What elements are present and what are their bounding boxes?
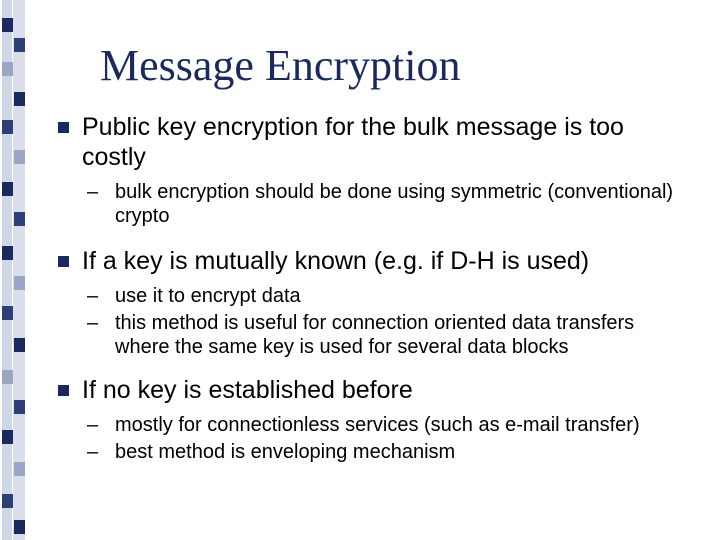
sub-bullet-text: use it to encrypt data [115, 285, 301, 307]
bullet-item [54, 375, 694, 405]
side-strip-block [14, 212, 25, 226]
side-strip-block [2, 182, 13, 196]
sub-bullet-list [54, 180, 694, 228]
side-strip-block [14, 462, 25, 476]
square-bullet-icon [58, 256, 69, 267]
bullet-item [54, 246, 694, 276]
dash-marker: – [87, 285, 99, 307]
side-strip-block [14, 92, 25, 106]
side-strip-block [14, 400, 25, 414]
side-strip-block [14, 338, 25, 352]
side-strip-bar-light [2, 0, 12, 540]
bullet-group-3 [54, 375, 694, 464]
bullet-text: Public key encryption for the bulk message is too costly [82, 113, 624, 171]
side-strip-bar-dark [13, 0, 25, 540]
sub-bullet-text: best method is enveloping mechanism [115, 441, 456, 463]
sub-bullet-item [54, 284, 694, 308]
decorative-side-strip [0, 0, 28, 540]
side-strip-block [2, 306, 13, 320]
bullet-group-1 [54, 112, 694, 228]
bullet-group-2 [54, 246, 694, 359]
sub-bullet-item [54, 413, 694, 437]
slide-title: Message Encryption [100, 41, 461, 90]
dash-marker: – [87, 181, 99, 203]
sub-bullet-text: bulk encryption should be done using symmetric (conventional) crypto [115, 181, 674, 227]
side-strip-block [2, 246, 13, 260]
dash-marker: – [87, 312, 99, 334]
sub-bullet-text: mostly for connectionless services (such as e-mail transfer) [115, 414, 640, 436]
sub-bullet-item [54, 180, 694, 228]
side-strip-block [14, 38, 25, 52]
dash-marker: – [87, 441, 99, 463]
square-bullet-icon [58, 385, 69, 396]
bullet-text: If no key is established before [82, 376, 413, 404]
side-strip-block [14, 276, 25, 290]
side-strip-block [2, 62, 13, 76]
side-strip-block [2, 370, 13, 384]
square-bullet-icon [58, 122, 69, 133]
dash-marker: – [87, 414, 99, 436]
sub-bullet-text: this method is useful for connection oriented data transfers where the same key is used for several data blocks [115, 312, 635, 358]
sub-bullet-list [54, 413, 694, 464]
side-strip-block [2, 18, 13, 32]
side-strip-block [2, 430, 13, 444]
side-strip-block [2, 494, 13, 508]
sub-bullet-item [54, 440, 694, 464]
side-strip-block [14, 150, 25, 164]
side-strip-block [14, 520, 25, 534]
slide-content [54, 112, 694, 464]
sub-bullet-item [54, 311, 694, 359]
bullet-item [54, 112, 694, 172]
sub-bullet-list [54, 284, 694, 359]
bullet-text: If a key is mutually known (e.g. if D-H is used) [82, 247, 590, 275]
side-strip-block [2, 120, 13, 134]
